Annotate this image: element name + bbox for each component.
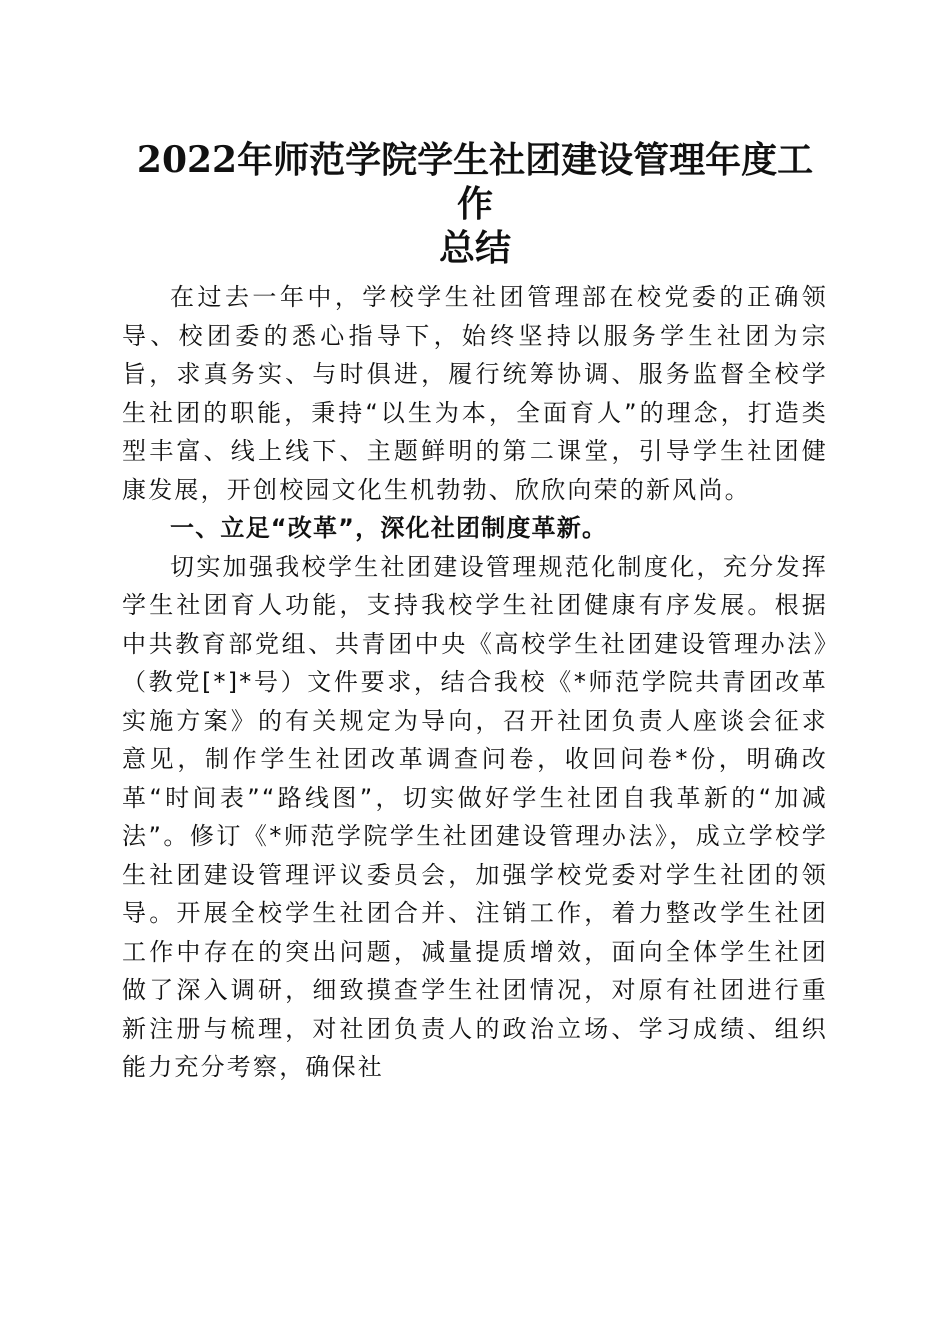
- document-title: [120, 138, 830, 270]
- section-heading-1: 一、立足“改革”，深化社团制度革新。: [170, 514, 608, 542]
- section-1-paragraph: 切实加强我校学生社团建设管理规范化制度化，充分发挥学生社团育人功能，支持我校学生社团健康有序发展。根据中共教育部党组、共青团中央《高校学生社团建设管理办法》（教党[*]*号）文件要求，结合我校《*师范学院共青团改革实施方案》的有关规定为导向，召开社团负责人座谈会征求意见，制作学生社团改革调查问卷，收回问卷*份，明确改革“时间表”“路线图”，切实做好学生社团自我革新的“加减法”。修订《*师范学院学生社团建设管理办法》，成立学校学生社团建设管理评议委员会，加强学校党委对学生社团的领导。开展全校学生社团合并、注销工作，着力整改学生社团工作中存在的突出问题，减量提质增效，面向全体学生社团做了深入调研，细致摸查学生社团情况，对原有社团进行重新注册与梳理，对社团负责人的政治立场、学习成绩、组织能力充分考察，确保社: [122, 552, 828, 1081]
- document-body: [122, 278, 828, 1087]
- title-line-2: 总结: [438, 227, 511, 269]
- intro-paragraph: 在过去一年中，学校学生社团管理部在校党委的正确领导、校团委的悉心指导下，始终坚持以服务学生社团为宗旨，求真务实、与时俱进，履行统筹协调、服务监督全校学生社团的职能，秉持“以生为本，全面育人”的理念，打造类型丰富、线上线下、主题鲜明的第二课堂，引导学生社团健康发展，开创校园文化生机勃勃、欣欣向荣的新风尚。: [122, 283, 828, 504]
- title-line-1: 2022年师范学院学生社团建设管理年度工作: [136, 139, 814, 225]
